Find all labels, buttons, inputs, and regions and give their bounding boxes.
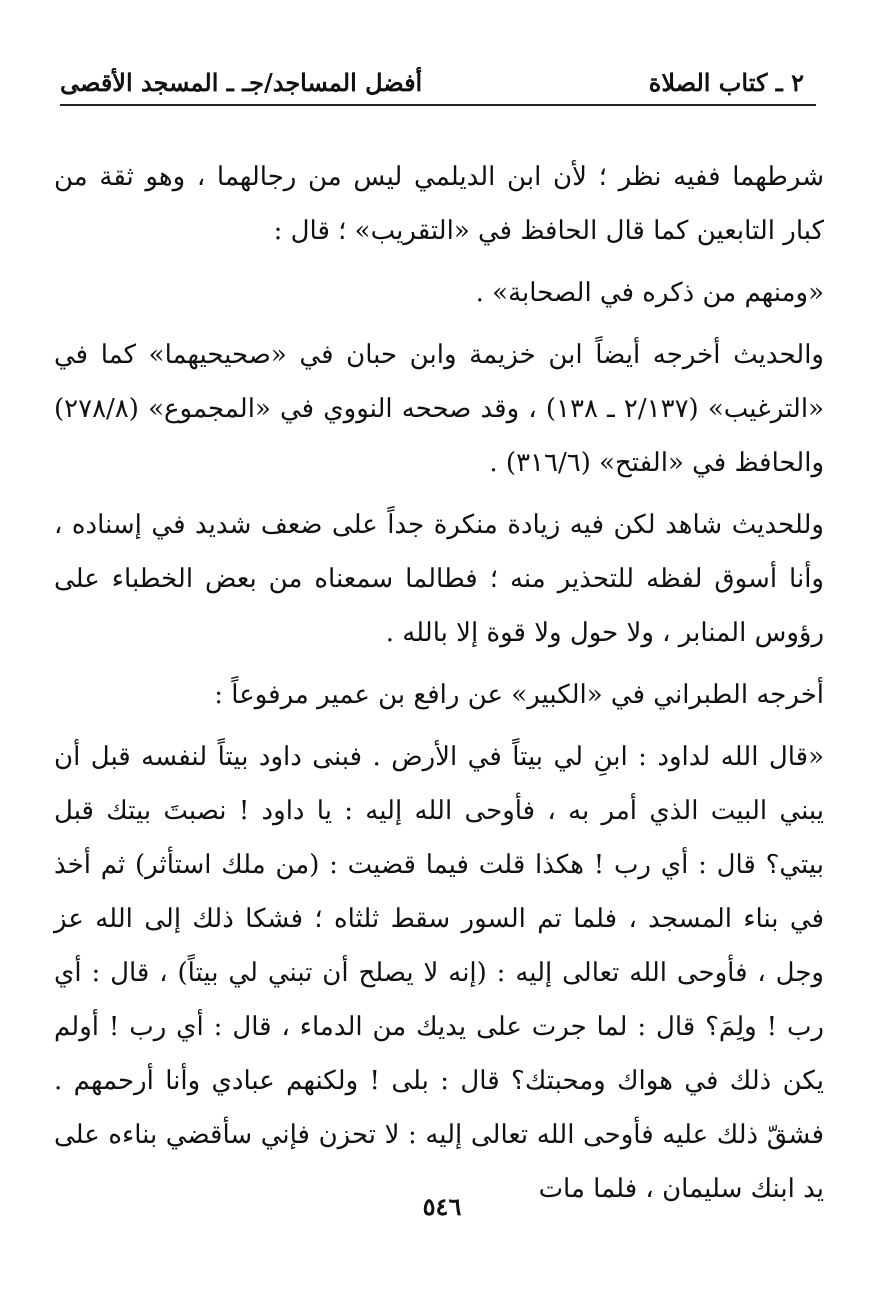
running-header	[60, 62, 804, 102]
paragraph: «قال الله لداود : ابنِ لي بيتاً في الأرض . فبنى داود بيتاً لنفسه قبل أن يبني البيت الذي أمر به ، فأوحى الله إليه : يا داود ! نصبتَ بيتك قبل بيتي؟ قال : أي رب ! هكذا قلت فيما قضيت : (من ملك استأثر) ثم أخذ في بناء المسجد ، فلما تم السور سقط ثلثاه ؛ فشكا ذلك إلى الله عز وجل ، فأوحى الله تعالى إليه : (إنه لا يصلح أن تبني لي بيتاً) ، قال : أي رب ! ولِمَ؟ قال : لما جرت على يديك من الدماء ، قال : أي رب ! أولم يكن ذلك في هواك ومحبتك؟ قال : بلى ! ولكنهم عبادي وأنا أرحمهم . فشقّ ذلك عليه فأوحى الله تعالى إليه : لا تحزن فإني سأقضي بناءه على يد ابنك سليمان ، فلما مات	[54, 742, 824, 1204]
paragraph: «ومنهم من ذكره في الصحابة» .	[475, 278, 824, 308]
body-text	[54, 150, 824, 1224]
chapter-title: ٢ ـ كتاب الصلاة	[648, 67, 804, 97]
paragraph: وللحديث شاهد لكن فيه زيادة منكرة جداً على ضعف شديد في إسناده ، وأنا أسوق لفظه للتحذير منه ؛ فطالما سمعناه من بعض الخطباء على رؤوس المنابر ، ولا حول ولا قوة إلا بالله .	[54, 510, 824, 648]
header-divider	[60, 104, 816, 106]
page-number: ٥٤٦	[422, 1192, 462, 1221]
paragraph: والحديث أخرجه أيضاً ابن خزيمة وابن حبان في «صحيحيهما» كما في «الترغيب» (٢/١٣٧ ـ ١٣٨) ، وقد صححه النووي في «المجموع» (٢٧٨/٨) والحافظ في «الفتح» (٣١٦/٦) .	[54, 340, 824, 478]
paragraph: شرطهما ففيه نظر ؛ لأن ابن الديلمي ليس من رجالهما ، وهو ثقة من كبار التابعين كما قال الحافظ في «التقريب» ؛ قال :	[54, 162, 824, 246]
section-title: أفضل المساجد/جـ ـ المسجد الأقصى	[60, 67, 423, 97]
paragraph: أخرجه الطبراني في «الكبير» عن رافع بن عمير مرفوعاً :	[214, 680, 824, 710]
